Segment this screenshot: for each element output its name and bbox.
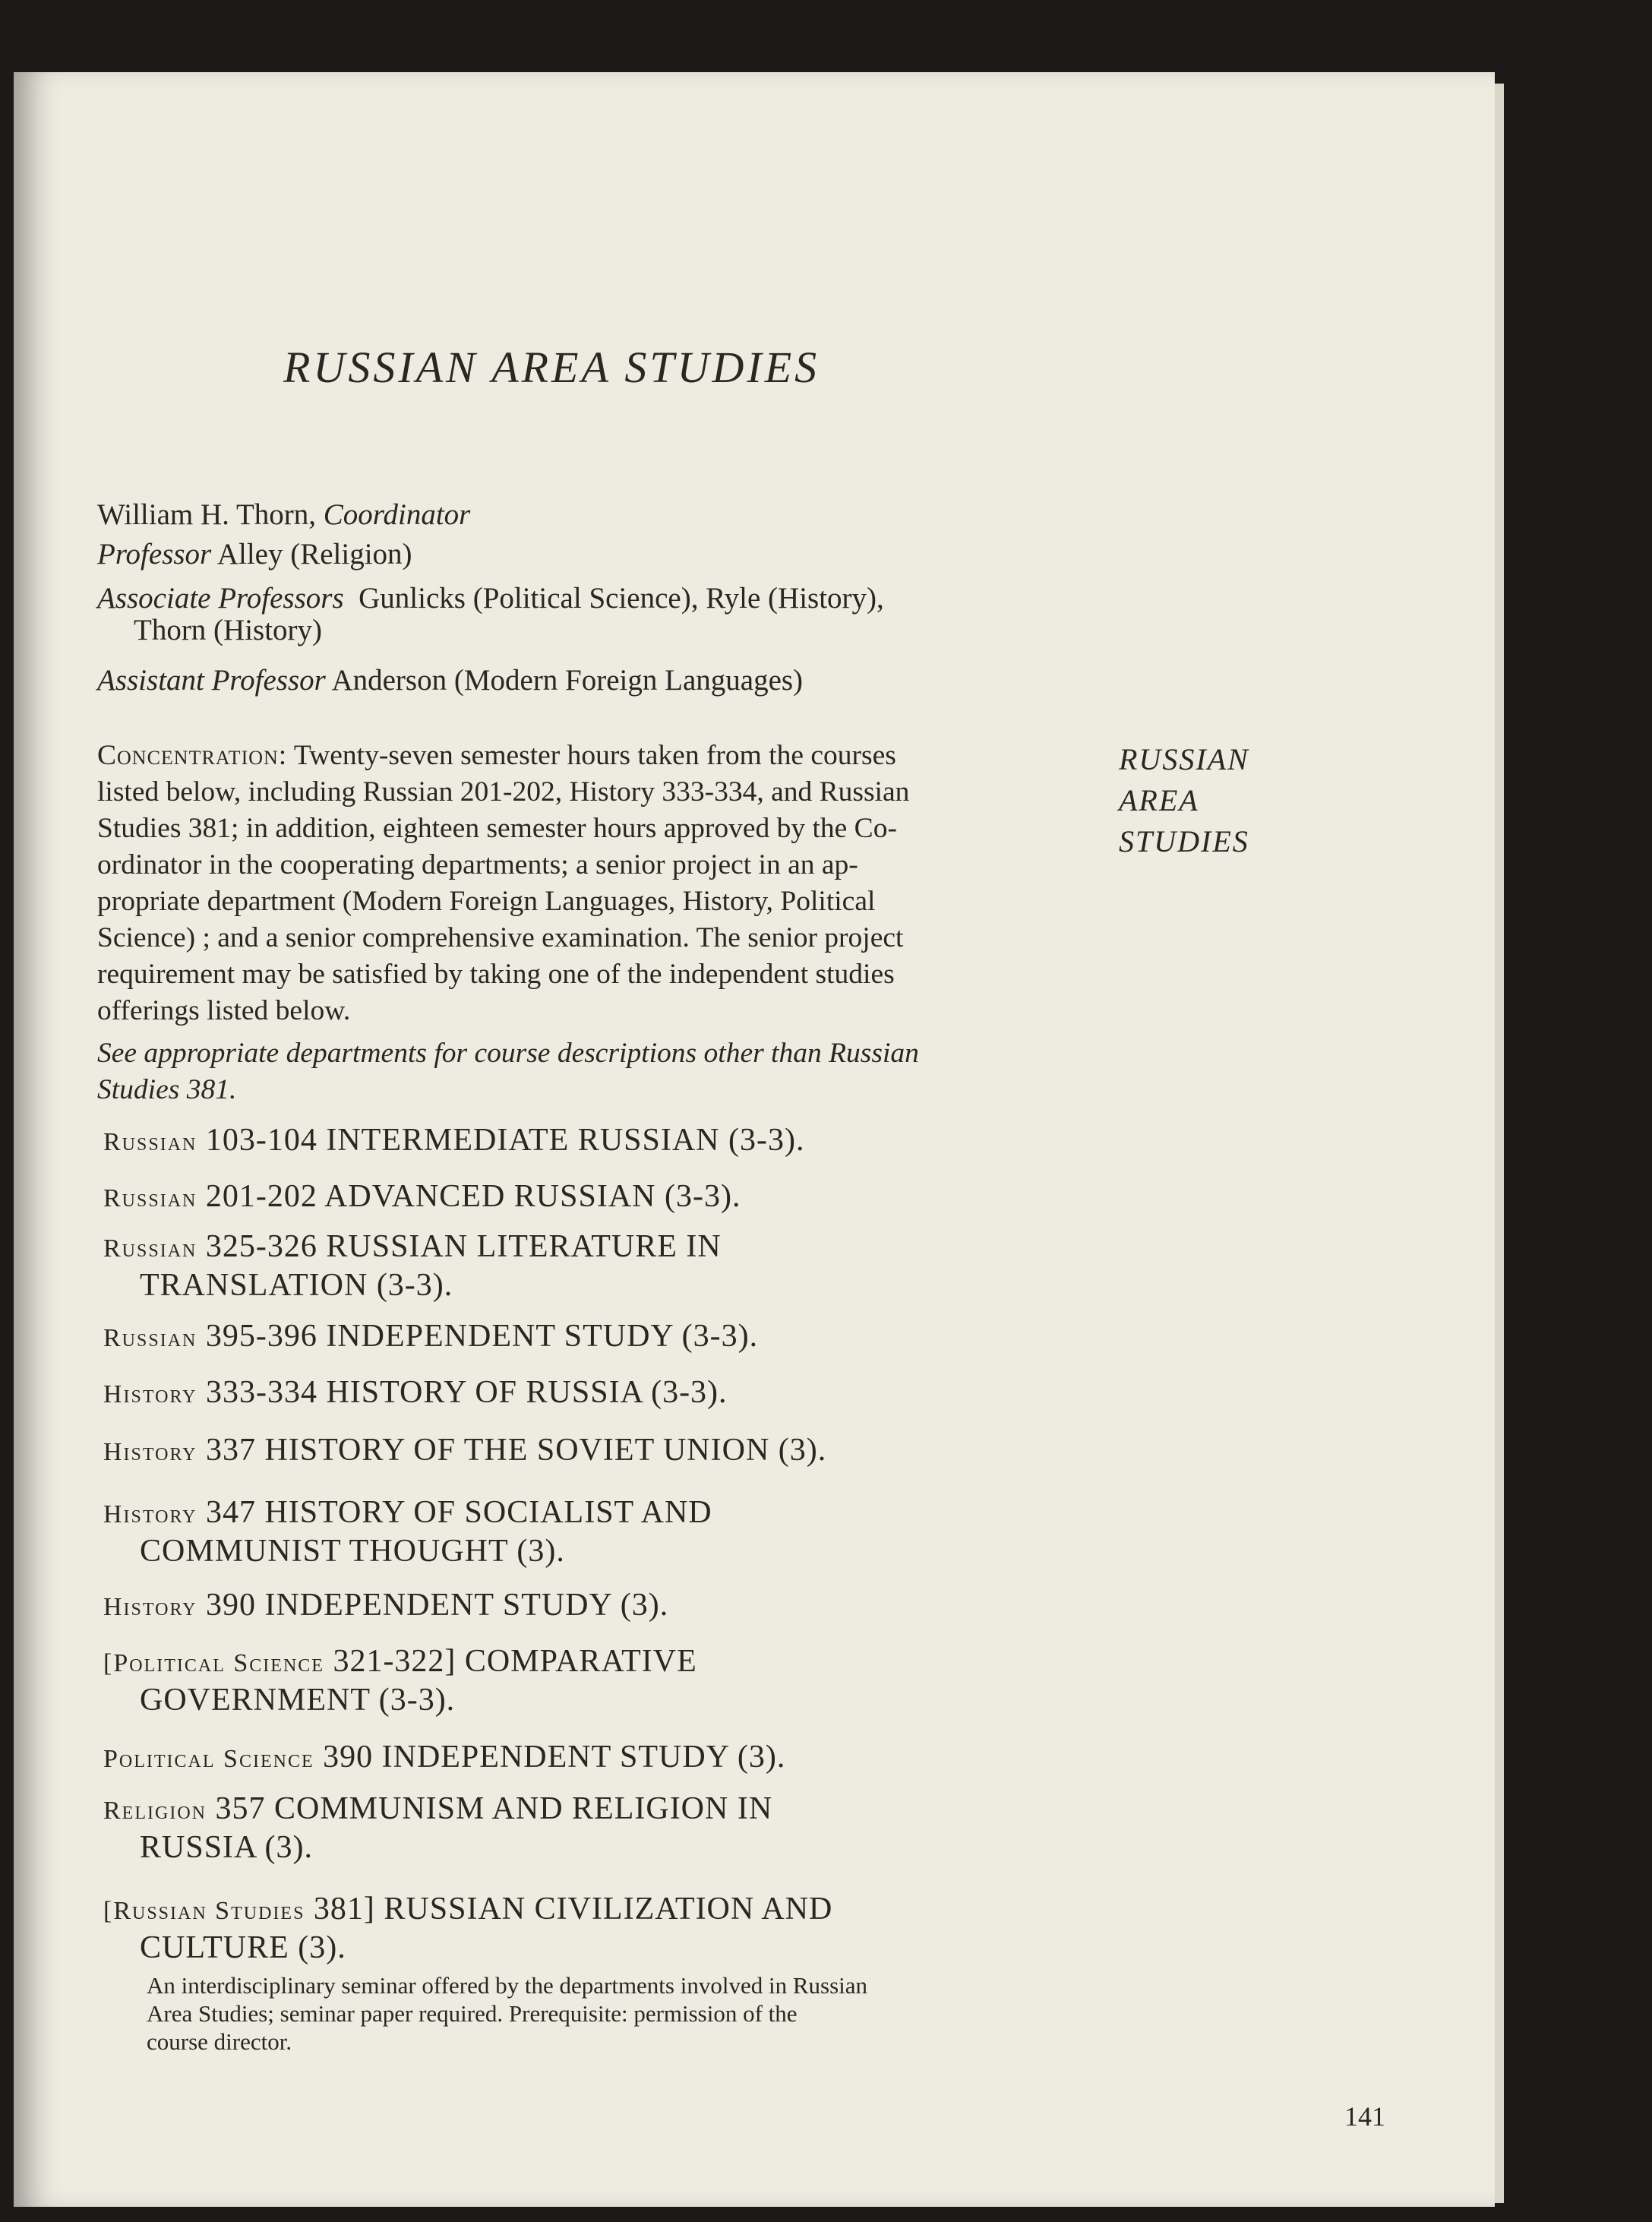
course-title-cont: CULTURE (3). [140,1930,346,1965]
description-line: Area Studies; seminar paper required. Prerequisite: permission of the [147,2000,798,2027]
course-dept: Political Science [103,1745,314,1773]
course-dept: History [103,1500,197,1528]
coordinator-line [97,498,470,533]
course-entry [103,1494,712,1569]
concentration-line: requirement may be satisfied by taking one of the independent studies [97,959,895,990]
associate-names-cont: Thorn (History) [134,614,323,646]
coordinator-role: Coordinator [323,498,471,531]
note-line: See appropriate departments for course descriptions other than Russian [97,1038,919,1069]
course-entry [103,1374,728,1413]
course-title: 325-326 RUSSIAN LITERATURE IN [205,1229,722,1264]
concentration-line: listed below, including Russian 201-202, History 333-334, and Russian [97,776,910,808]
concentration-line: ordinator in the cooperating departments; a senior project in an ap- [97,849,858,880]
concentration-label: Concentration: [97,740,288,771]
course-title: 381] RUSSIAN CIVILIZATION AND [313,1892,833,1926]
concentration-paragraph [97,738,1115,1029]
associate-names: Gunlicks (Political Science), Ryle (History), [359,582,884,615]
course-dept: [Russian Studies [103,1897,305,1925]
professor-rank: Professor [97,538,212,571]
course-title: 337 HISTORY OF THE SOVIET UNION (3). [205,1433,827,1468]
course-entry [103,1643,697,1718]
course-dept: History [103,1593,197,1621]
course-title: 390 INDEPENDENT STUDY (3). [323,1740,786,1775]
course-dept: Russian [103,1128,197,1156]
course-title: 103-104 INTERMEDIATE RUSSIAN (3-3). [205,1123,805,1158]
course-title: 357 COMMUNISM AND RELIGION IN [215,1791,773,1826]
course-dept: Religion [103,1797,207,1825]
side-heading-line: AREA [1119,783,1199,817]
course-dept: History [103,1380,197,1408]
coordinator-name: William H. Thorn, [97,498,317,531]
page-number: 141 [1344,2101,1385,2132]
concentration-line: propriate department (Modern Foreign Languages, History, Political [97,886,876,917]
associate-rank: Associate Professors [97,582,344,615]
note-line: Studies 381. [97,1074,237,1105]
book-page [14,72,1495,2207]
course-title-cont: RUSSIA (3). [140,1830,314,1865]
course-title-cont: COMMUNIST THOUGHT (3). [140,1534,565,1569]
course-entry [103,1891,832,1966]
concentration-line: offerings listed below. [97,995,351,1026]
course-dept: Russian [103,1324,197,1352]
page-title: RUSSIAN AREA STUDIES [283,343,820,392]
description-line: course director. [147,2028,292,2055]
description-line: An interdisciplinary seminar offered by the departments involved in Russian [147,1972,868,1999]
course-entry [103,1432,826,1471]
course-entry [103,1587,668,1626]
side-heading-line: STUDIES [1119,824,1249,858]
course-dept: [Political Science [103,1649,324,1677]
course-dept: History [103,1438,197,1466]
assistant-names: Anderson (Modern Foreign Languages) [331,664,804,697]
concentration-line: Studies 381; in addition, eighteen semester hours approved by the Co- [97,813,897,844]
course-dept: Russian [103,1234,197,1263]
course-entry [103,1228,722,1304]
course-entry [103,1318,758,1357]
course-title-cont: TRANSLATION (3-3). [140,1268,453,1303]
assistant-rank: Assistant Professor [97,664,326,697]
course-title: 201-202 ADVANCED RUSSIAN (3-3). [205,1179,741,1214]
course-dept: Russian [103,1184,197,1212]
course-title: 321-322] COMPARATIVE [333,1644,697,1679]
professor-names: Alley (Religion) [216,538,412,571]
course-entry [103,1739,785,1778]
course-entry [103,1791,772,1866]
assistant-line [97,663,803,698]
course-entry [103,1178,741,1217]
course-title: 333-334 HISTORY OF RUSSIA (3-3). [205,1375,728,1410]
concentration-line: Science) ; and a senior comprehensive examination. The senior project [97,922,904,953]
side-heading-line: RUSSIAN [1119,742,1249,776]
page-edge [1495,84,1504,2203]
professor-line [97,537,412,572]
course-title: 347 HISTORY OF SOCIALIST AND [205,1495,712,1530]
course-title: 395-396 INDEPENDENT STUDY (3-3). [205,1319,759,1354]
course-title-cont: GOVERNMENT (3-3). [140,1683,456,1718]
course-title: 390 INDEPENDENT STUDY (3). [205,1588,669,1623]
side-heading [1119,739,1309,862]
course-description-note [97,1035,1115,1108]
course-description [147,1971,1088,2056]
concentration-line: Twenty-seven semester hours taken from the courses [293,740,896,771]
associate-line [97,581,884,616]
course-entry [103,1122,804,1161]
